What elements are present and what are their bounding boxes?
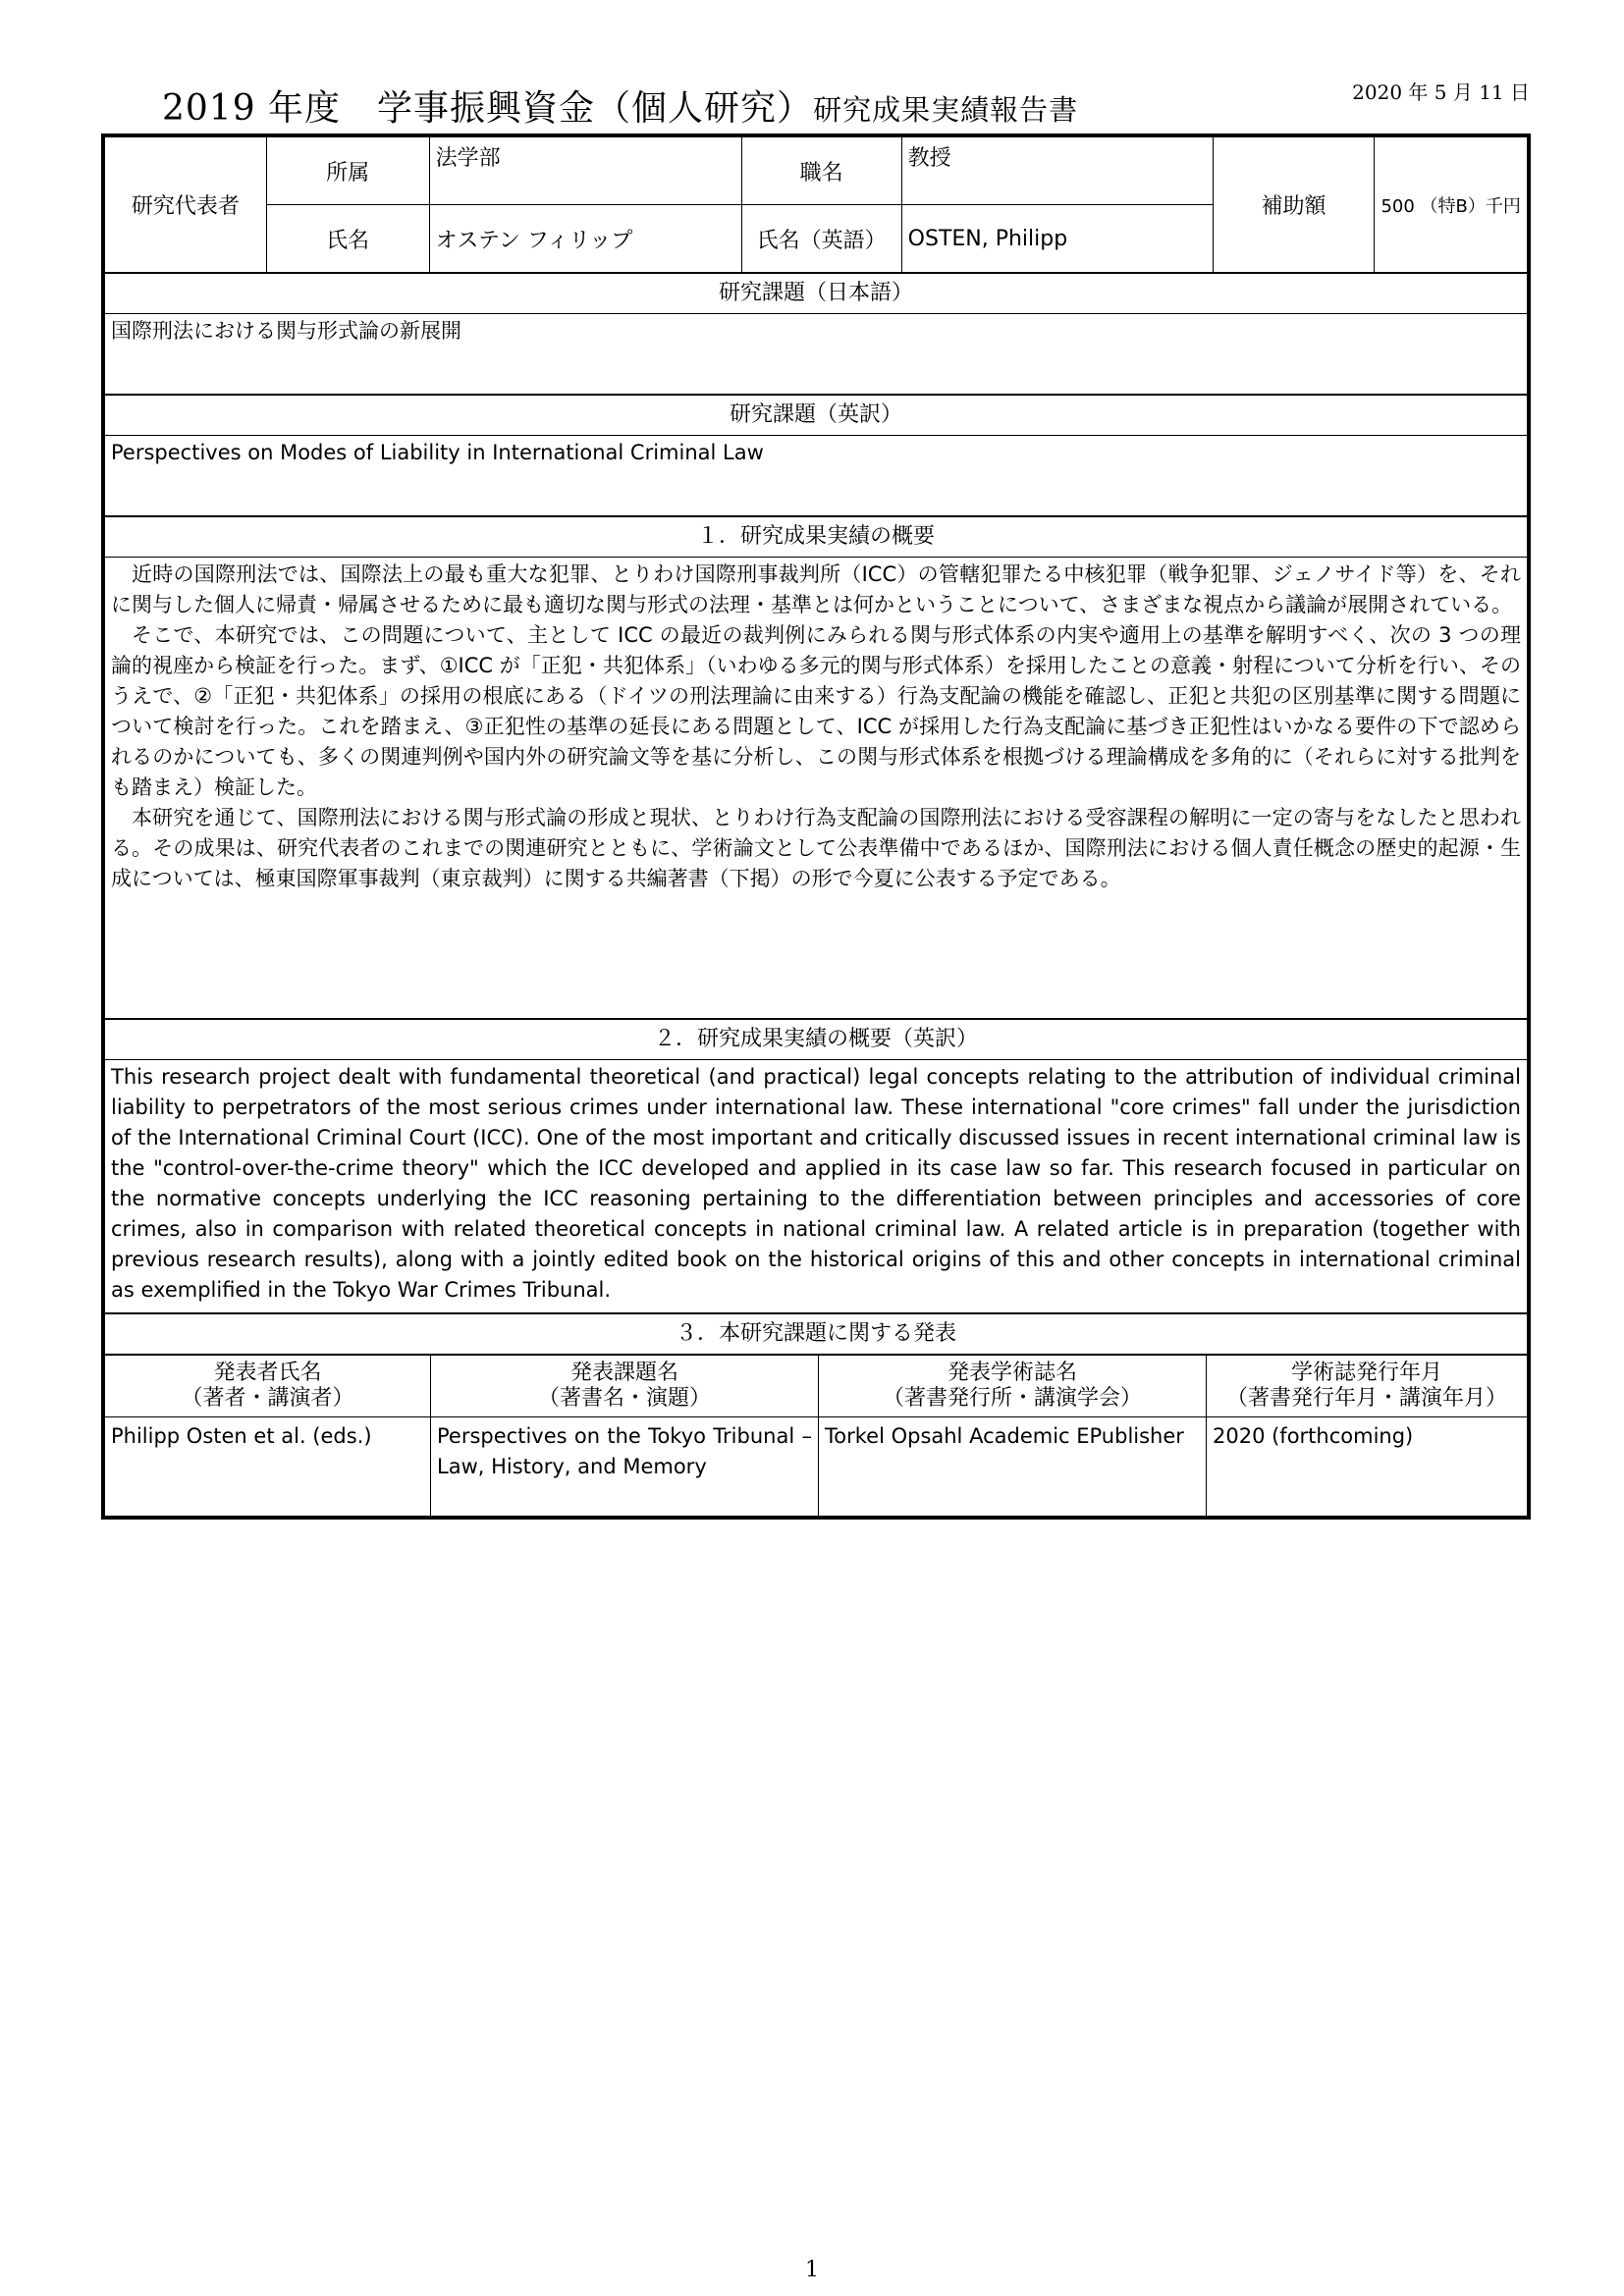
col-label: 学術誌発行年月 (1290, 1361, 1442, 1385)
grant-label: 補助額 (1214, 137, 1376, 272)
col-date (1207, 1356, 1527, 1416)
topic-en-section (105, 396, 1527, 517)
report-date: 2020 年 5 月 11 日 (1352, 80, 1530, 104)
name-label: 氏名 (267, 205, 430, 272)
col-sublabel: （著者・講演者） (181, 1386, 354, 1411)
col-label: 発表学術誌名 (947, 1361, 1077, 1385)
col-presenter (105, 1356, 431, 1416)
col-journal (819, 1356, 1207, 1416)
col-title (431, 1356, 819, 1416)
col-label: 発表課題名 (569, 1361, 678, 1385)
pub-title: Perspectives on the Tokyo Tribunal – Law, History, and Memory (431, 1417, 819, 1516)
title-main: 2019 年度 学事振興資金（個人研究） (162, 88, 814, 129)
summary-en-section (105, 1020, 1527, 1314)
page-title (162, 80, 1078, 131)
publications-section (105, 1314, 1527, 1516)
topic-jp-section (105, 274, 1527, 396)
col-sublabel: （著書発行年月・講演年月） (1225, 1386, 1507, 1411)
affiliation-label: 所属 (267, 137, 430, 204)
name-en-value: OSTEN, Philipp (907, 226, 1068, 251)
summary-jp-paragraph: 本研究を通じて、国際刑法における関与形式論の形成と現状、とりわけ行為支配論の国際刑法における受容課程の解明に一定の寄与をなしたと思われる。その成果は、研究代表者のこれまでの関連研究とともに、学術論文として公表準備中であるほか、国際刑法における個人責任概念の歴史的起源・生成については、極東国際軍事裁判（東京裁判）に関する共編著書（下掲）の形で今夏に公表する予定である。 (111, 806, 1521, 890)
grant-value: 500 （特B）千円 (1380, 195, 1521, 217)
page-number: 1 (805, 2258, 819, 2282)
name-value: オステン フィリップ (430, 205, 742, 272)
position-label: 職名 (742, 137, 902, 204)
affiliation-value: 法学部 (430, 137, 742, 204)
col-sublabel: （著書名・演題） (537, 1386, 711, 1411)
representative-label: 研究代表者 (105, 137, 267, 272)
name-en-label: 氏名（英語） (742, 205, 902, 272)
topic-jp-value: 国際刑法における関与形式論の新展開 (111, 319, 461, 343)
title-sub: 研究成果実績報告書 (813, 93, 1079, 127)
pub-publisher: Torkel Opsahl Academic EPublisher (819, 1417, 1207, 1516)
summary-en-body: This research project dealt with fundamental theoretical (and practical) legal concepts relating to the attribution of individual criminal liability to perpetrators of the most serious crimes under international law. These international "core crimes" fall under the jurisdiction of the International Criminal Court (ICC). One of the most important and critically discussed issues in recent international criminal law is the "control-over-the-crime theory" which the ICC developed and applied in its case law so far. This research focused in particular on the normative concepts underlying the ICC reasoning pertaining to the differentiation between principles and accessories of core crimes, also in comparison with related theoretical concepts in national criminal law. A related article is in preparation (together with previous research results), along with a jointly edited book on the historical origins of this and other concepts in international criminal as exemplified in the Tokyo War Crimes Tribunal. (111, 1065, 1521, 1302)
col-label: 発表者氏名 (213, 1361, 322, 1385)
summary-jp-heading: １．研究成果実績の概要 (105, 517, 1527, 558)
publications-heading: ３．本研究課題に関する発表 (105, 1314, 1527, 1356)
summary-jp-paragraph: そこで、本研究では、この問題について、主として ICC の最近の裁判例にみられる関与形式体系の内実や適用上の基準を解明すべく、次の 3 つの理論的視座から検証を行った。まず、①ICC が「正犯・共犯体系」（いわゆる多元的関与形式体系）を採用したことの意義・射程について分析を行い、そのうえで、②「正犯・共犯体系」の採用の根底にある（ドイツの刑法理論に由来する）行為支配論の機能を確認し、正犯と共犯の区別基準に関する問題について検討を行った。これを踏まえ、③正犯性の基準の延長にある問題として、ICC が採用した行為支配論に基づき正犯性はいかなる要件の下で認められるのかについても、多くの関連判例や国内外の研究論文等を基に分析し、この関与形式体系を根拠づける理論構成を多角的に（それらに対する批判をも踏まえ）検証した。 (111, 623, 1521, 799)
pub-date: 2020 (forthcoming) (1213, 1424, 1414, 1448)
report-form (101, 133, 1531, 1520)
col-sublabel: （著書発行所・講演学会） (882, 1386, 1142, 1411)
position-value: 教授 (907, 146, 951, 171)
summary-jp-body (105, 558, 1527, 896)
table-row (105, 1417, 1527, 1516)
publications-header-row (105, 1356, 1527, 1417)
summary-jp-paragraph: 近時の国際刑法では、国際法上の最も重大な犯罪、とりわけ国際刑事裁判所（ICC）の管轄犯罪たる中核犯罪（戦争犯罪、ジェノサイド等）を、それに関与した個人に帰責・帰属させるために最も適切な関与形式の法理・基準とは何かということについて、さまざまな視点から議論が展開されている。 (111, 562, 1521, 616)
representative-row (105, 137, 1527, 274)
pub-presenter: Philipp Osten et al. (eds.) (105, 1417, 431, 1516)
topic-en-value: Perspectives on Modes of Liability in International Criminal Law (111, 441, 764, 464)
topic-en-heading: 研究課題（英訳） (105, 396, 1527, 436)
summary-jp-section (105, 517, 1527, 1020)
topic-jp-heading: 研究課題（日本語） (105, 274, 1527, 314)
summary-en-heading: ２．研究成果実績の概要（英訳） (105, 1020, 1527, 1060)
